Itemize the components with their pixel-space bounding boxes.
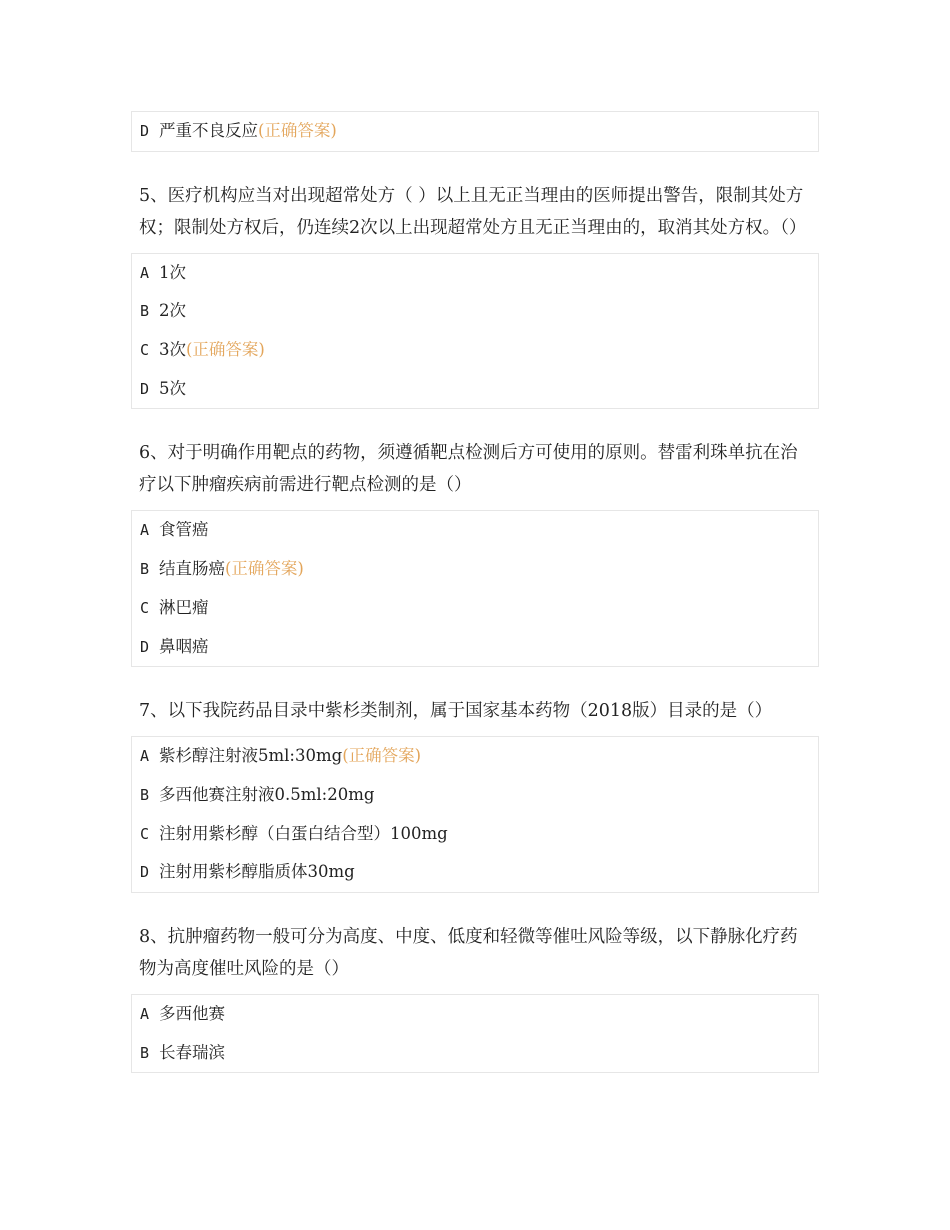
- option-letter: B: [140, 560, 150, 579]
- option-letter: D: [140, 379, 150, 398]
- option-letter: D: [140, 122, 150, 140]
- option-q8-a[interactable]: [132, 995, 818, 1034]
- options-box-q4: [131, 111, 819, 152]
- option-text: 1次: [159, 262, 186, 282]
- option-text: 鼻咽癌: [159, 636, 209, 656]
- options-box-q6: [131, 510, 819, 667]
- option-text: 3次: [159, 340, 186, 360]
- option-q7-a[interactable]: [132, 737, 818, 776]
- option-letter: D: [140, 863, 150, 882]
- option-q4-d[interactable]: [132, 112, 818, 151]
- quiz-page: [131, 111, 819, 1073]
- option-q7-b[interactable]: [132, 776, 818, 815]
- option-text: 结直肠癌: [159, 559, 225, 579]
- options-box-q7: [131, 736, 819, 893]
- option-text: 长春瑞滨: [159, 1042, 225, 1062]
- option-text: 紫杉醇注射液5ml:30mg: [159, 746, 343, 766]
- option-letter: B: [140, 1043, 150, 1062]
- option-q7-d[interactable]: [132, 853, 818, 892]
- option-q6-b[interactable]: [132, 550, 818, 589]
- option-q7-c[interactable]: [132, 815, 818, 854]
- option-letter: A: [140, 747, 150, 766]
- correct-answer-marker: (正确答案): [225, 559, 304, 579]
- option-text: 2次: [159, 301, 186, 321]
- option-q5-b[interactable]: [132, 292, 818, 331]
- option-text: 淋巴瘤: [159, 597, 209, 617]
- option-letter: B: [140, 302, 150, 321]
- option-text: 5次: [159, 378, 186, 398]
- option-q5-a[interactable]: [132, 254, 818, 293]
- question-5: 5、医疗机构应当对出现超常处方（ ）以上且无正当理由的医师提出警告，限制其处方权；限制处方权后，仍连续2次以上出现超常处方且无正当理由的，取消其处方权。（）: [139, 185, 807, 238]
- option-q6-d[interactable]: [132, 628, 818, 667]
- option-q6-a[interactable]: [132, 511, 818, 550]
- option-q5-c[interactable]: [132, 331, 818, 370]
- option-q5-d[interactable]: [132, 370, 818, 409]
- option-text: 多西他赛注射液0.5ml:20mg: [159, 784, 375, 804]
- question-7: 7、以下我院药品目录中紫杉类制剂，属于国家基本药物（2018版）目录的是（）: [139, 701, 773, 722]
- correct-answer-marker: (正确答案): [186, 340, 265, 360]
- option-letter: C: [140, 824, 150, 843]
- question-6: 6、对于明确作用靶点的药物，须遵循靶点检测后方可使用的原则。替雷利珠单抗在治疗以下肿瘤疾病前需进行靶点检测的是（）: [139, 443, 798, 496]
- option-q6-c[interactable]: [132, 589, 818, 628]
- option-letter: C: [140, 598, 150, 617]
- option-text: 注射用紫杉醇（白蛋白结合型）100mg: [159, 823, 448, 843]
- option-letter: B: [140, 785, 150, 804]
- option-letter: A: [140, 263, 150, 282]
- option-text: 注射用紫杉醇脂质体30mg: [159, 862, 355, 882]
- option-letter: A: [140, 521, 150, 540]
- options-box-q5: [131, 253, 819, 410]
- correct-answer-marker: (正确答案): [342, 746, 422, 766]
- correct-answer-marker: (正确答案): [258, 121, 337, 140]
- option-letter: A: [140, 1004, 150, 1023]
- option-text: 食管癌: [159, 520, 209, 540]
- options-box-q8: [131, 994, 819, 1073]
- option-text: 严重不良反应: [159, 121, 258, 140]
- option-text: 多西他赛: [159, 1003, 225, 1023]
- option-q8-b[interactable]: [132, 1034, 818, 1073]
- option-letter: C: [140, 341, 150, 360]
- question-8: 8、抗肿瘤药物一般可分为高度、中度、低度和轻微等催吐风险等级，以下静脉化疗药物为高度催吐风险的是（）: [139, 926, 798, 979]
- option-letter: D: [140, 637, 150, 656]
